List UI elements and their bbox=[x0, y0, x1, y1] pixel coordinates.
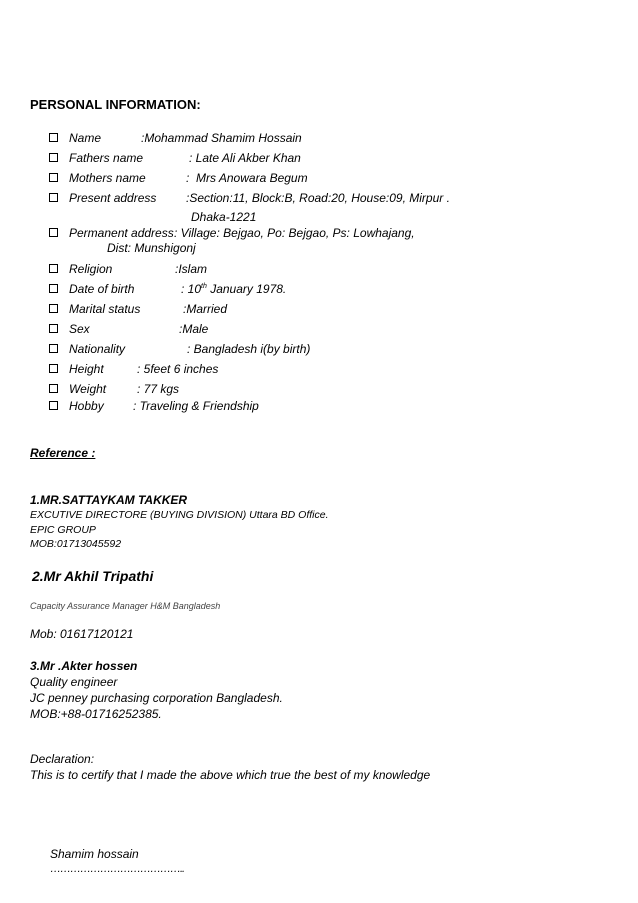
dob-ordinal: th bbox=[201, 283, 207, 290]
checkbox-bullet-icon bbox=[49, 364, 58, 373]
ref2-mobile: Mob: 01617120121 bbox=[30, 627, 134, 641]
hobby-label: Hobby bbox=[69, 399, 104, 413]
ref2-title: Capacity Assurance Manager H&M Bangladesh bbox=[30, 601, 221, 611]
ref3-title: Quality engineer bbox=[30, 675, 118, 689]
ref2-name: 2.Mr Akhil Tripathi bbox=[32, 568, 154, 584]
personal-info-heading: PERSONAL INFORMATION: bbox=[30, 97, 201, 112]
checkbox-bullet-icon bbox=[49, 153, 58, 162]
checkbox-bullet-icon bbox=[49, 324, 58, 333]
sex-value: :Male bbox=[179, 322, 209, 336]
dob-day: : 10 bbox=[181, 282, 202, 296]
ref1-name: 1.MR.SATTAYKAM TAKKER bbox=[30, 493, 188, 507]
ref3-name: 3.Mr .Akter hossen bbox=[30, 659, 138, 673]
checkbox-bullet-icon bbox=[49, 384, 58, 393]
mother-value: : Mrs Anowara Begum bbox=[186, 171, 308, 185]
present-address-label: Present address bbox=[69, 191, 157, 205]
mother-label: Mothers name bbox=[69, 171, 146, 185]
checkbox-bullet-icon bbox=[49, 284, 58, 293]
dob-value bbox=[181, 282, 286, 296]
declaration-title: Declaration: bbox=[30, 752, 95, 766]
weight-value: : 77 kgs bbox=[137, 382, 180, 396]
dob-month-year: January 1978. bbox=[206, 282, 287, 296]
dob-label: Date of birth bbox=[69, 282, 135, 296]
weight-label: Weight bbox=[69, 382, 107, 396]
checkbox-bullet-icon bbox=[49, 344, 58, 353]
name-label: Name bbox=[69, 131, 102, 145]
ref1-title: EXCUTIVE DIRECTORE (BUYING DIVISION) Uttara BD Office. bbox=[30, 509, 329, 521]
hobby-value: : Traveling & Friendship bbox=[133, 399, 259, 413]
ref3-company: JC penney purchasing corporation Bangladesh. bbox=[30, 691, 283, 705]
present-address-value: :Section:11, Block:B, Road:20, House:09, Mirpur . bbox=[186, 191, 450, 205]
checkbox-bullet-icon bbox=[49, 304, 58, 313]
height-label: Height bbox=[69, 362, 104, 376]
marital-value: :Married bbox=[183, 302, 228, 316]
declaration-text: This is to certify that I made the above which true the best of my knowledge bbox=[30, 768, 431, 782]
checkbox-bullet-icon bbox=[49, 193, 58, 202]
nationality-label: Nationality bbox=[69, 342, 126, 356]
permanent-address-label: Permanent address bbox=[69, 226, 174, 240]
present-address-city: Dhaka-1221 bbox=[191, 210, 257, 224]
permanent-address-district: Dist: Munshigonj bbox=[107, 241, 196, 255]
religion-value: :Islam bbox=[175, 262, 208, 276]
checkbox-bullet-icon bbox=[49, 264, 58, 273]
signature-line: ………………………………….. bbox=[50, 863, 185, 875]
name-value: :Mohammad Shamim Hossain bbox=[141, 131, 302, 145]
ref1-company: EPIC GROUP bbox=[30, 524, 96, 536]
reference-heading: Reference : bbox=[30, 446, 96, 460]
nationality-value: : Bangladesh i(by birth) bbox=[187, 342, 311, 356]
permanent-address-value: : Village: Bejgao, Po: Bejgao, Ps: Lowhajang, bbox=[174, 226, 415, 240]
ref1-mobile: MOB:01713045592 bbox=[30, 538, 122, 550]
signature-name: Shamim hossain bbox=[50, 847, 139, 861]
height-value: : 5feet 6 inches bbox=[137, 362, 219, 376]
checkbox-bullet-icon bbox=[49, 401, 58, 410]
checkbox-bullet-icon bbox=[49, 173, 58, 182]
father-label: Fathers name bbox=[69, 151, 144, 165]
ref3-mobile: MOB:+88-01716252385. bbox=[30, 707, 162, 721]
checkbox-bullet-icon bbox=[49, 228, 58, 237]
father-value: : Late Ali Akber Khan bbox=[189, 151, 301, 165]
sex-label: Sex bbox=[69, 322, 90, 336]
checkbox-bullet-icon bbox=[49, 133, 58, 142]
marital-label: Marital status bbox=[69, 302, 141, 316]
religion-label: Religion bbox=[69, 262, 113, 276]
